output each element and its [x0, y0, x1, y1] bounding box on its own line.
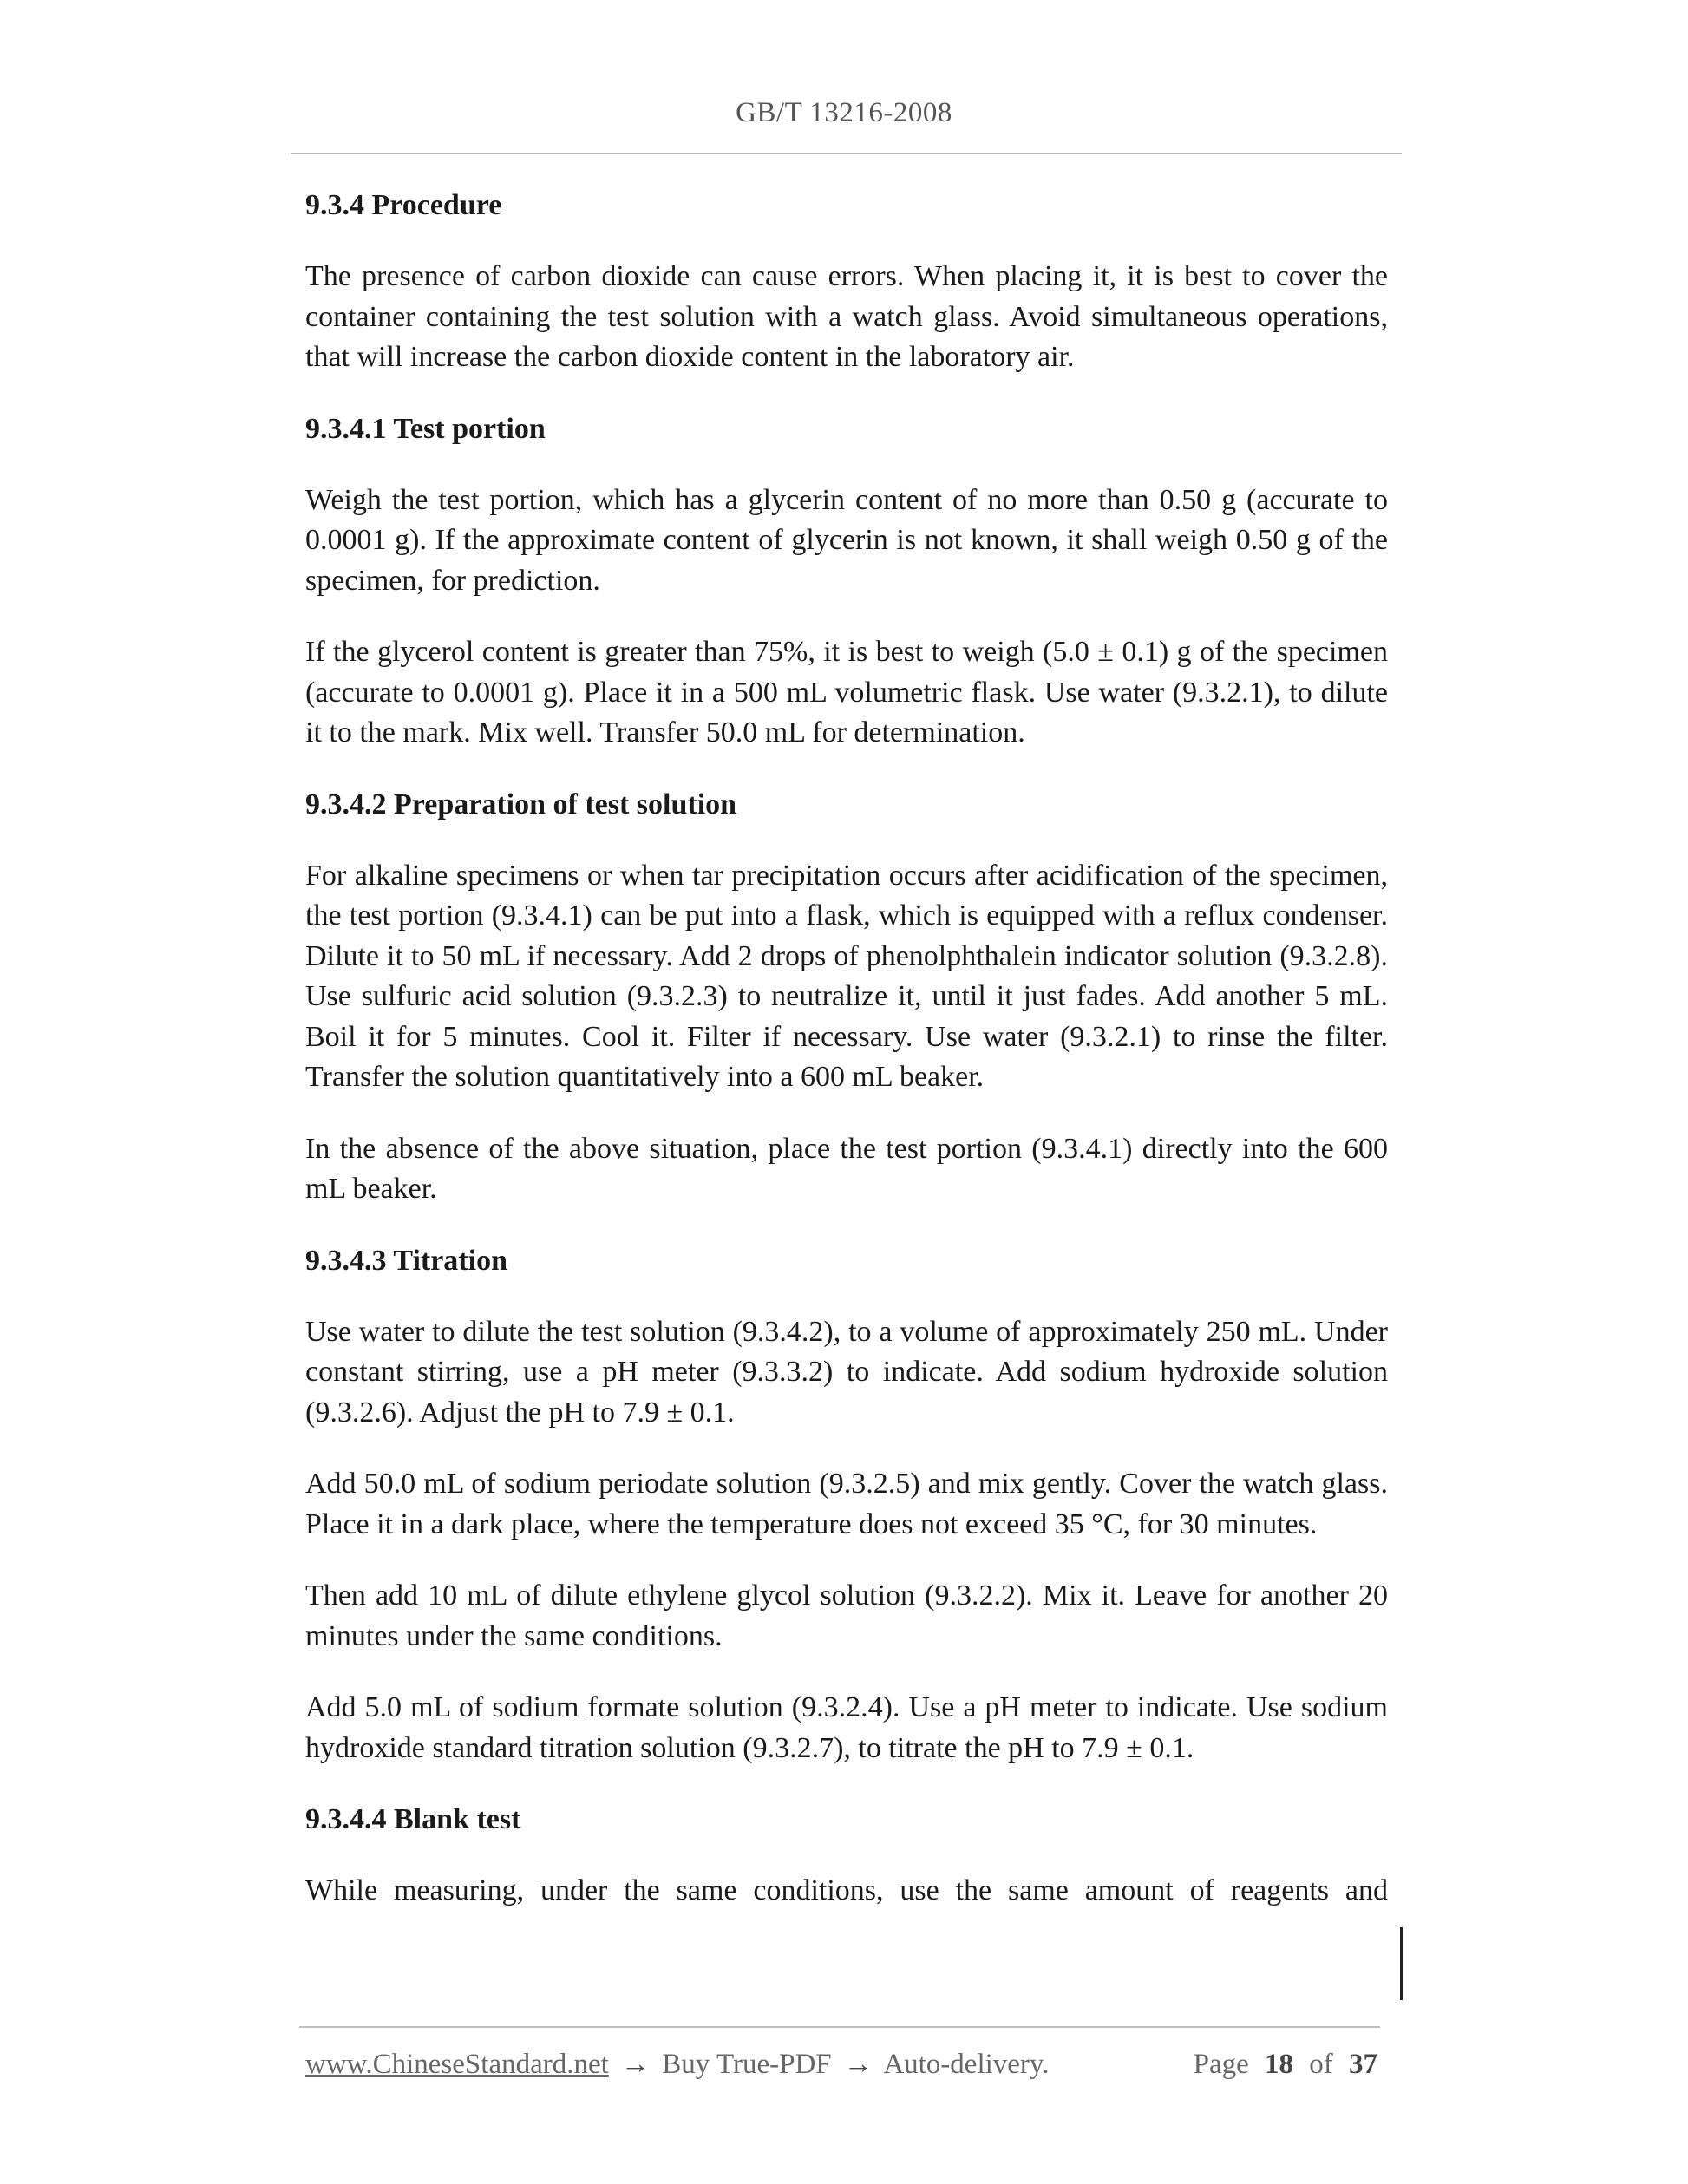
paragraph: Add 5.0 mL of sodium formate solution (9.3.2.4). Use a pH meter to indicate. Use sodium hydroxide standard titration solution (9.3.2.7), to titrate the pH to 7.9 ± 0.1.: [305, 1691, 1388, 1764]
paragraph: Then add 10 mL of dilute ethylene glycol solution (9.3.2.2). Mix it. Leave for another 20 minutes under the same conditions.: [305, 1579, 1388, 1652]
page-content: [305, 186, 1388, 1943]
of-label: of: [1309, 2049, 1333, 2080]
footer-promo: [305, 2049, 1050, 2081]
paragraph: The presence of carbon dioxide can cause errors. When placing it, it is best to cover the container containing the test solution with a watch glass. Avoid simultaneous operations, that will increase the carbon dioxide content in the laboratory air.: [305, 260, 1388, 373]
paragraph: Use water to dilute the test solution (9.3.4.2), to a volume of approximately 250 mL. Under constant stirring, use a pH meter (9.3.3.2) to indicate. Add sodium hydroxide solution (9.3.2.6). Adjust the pH to 7.9 ± 0.1.: [305, 1315, 1388, 1429]
section-heading-test-portion: 9.3.4.1 Test portion: [305, 412, 546, 445]
paragraph: In the absence of the above situation, place the test portion (9.3.4.1) directly into the 600 mL beaker.: [305, 1132, 1388, 1205]
section-heading-titration: 9.3.4.3 Titration: [305, 1244, 507, 1277]
revision-change-bar: [1400, 1927, 1403, 2000]
site-link[interactable]: www.ChineseStandard.net: [305, 2049, 609, 2080]
paragraph: Weigh the test portion, which has a glycerin content of no more than 0.50 g (accurate to 0.0001 g). If the approximate content of glycerin is not known, it shall weigh 0.50 g of the specimen, for prediction.: [305, 483, 1388, 597]
arrow-right-icon: →: [843, 2049, 873, 2080]
page-total: 37: [1349, 2049, 1377, 2080]
section-heading-preparation: 9.3.4.2 Preparation of test solution: [305, 788, 737, 821]
section-heading-blank-test: 9.3.4.4 Blank test: [305, 1803, 521, 1835]
section-heading-procedure: 9.3.4 Procedure: [305, 189, 502, 221]
arrow-right-icon: →: [621, 2049, 651, 2080]
buy-pdf-text: Buy True-PDF: [662, 2049, 832, 2080]
auto-delivery-text: Auto-delivery.: [883, 2049, 1050, 2080]
paragraph: While measuring, under the same conditions, use the same amount of reagents and: [305, 1874, 1388, 1906]
paragraph: Add 50.0 mL of sodium periodate solution (9.3.2.5) and mix gently. Cover the watch glass. Place it in a dark place, where the temperature does not exceed 35 °C, for 30 minutes.: [305, 1468, 1388, 1540]
page-number: 18: [1265, 2049, 1293, 2080]
header-divider: [291, 153, 1402, 154]
footer-divider: [299, 2026, 1380, 2028]
page-indicator: [1194, 2049, 1377, 2081]
paragraph: For alkaline specimens or when tar precipitation occurs after acidification of the specimen, the test portion (9.3.4.1) can be put into a flask, which is equipped with a reflux condenser. Dilute it to 50 mL if necessary. Add 2 drops of phenolphthalein indicator solution (9.3.2.8). Use sulfuric acid solution (9.3.2.3) to neutralize it, until it just fades. Add another 5 mL. Boil it for 5 minutes. Cool it. Filter if necessary. Use water (9.3.2.1) to rinse the filter. Transfer the solution quantitatively into a 600 mL beaker.: [305, 859, 1388, 1093]
document-code-header: GB/T 13216-2008: [736, 97, 952, 128]
paragraph: If the glycerol content is greater than 75%, it is best to weigh (5.0 ± 0.1) g of the specimen (accurate to 0.0001 g). Place it in a 500 mL volumetric flask. Use water (9.3.2.1), to dilute it to the mark. Mix well. Transfer 50.0 mL for determination.: [305, 636, 1388, 749]
page-label: Page: [1193, 2049, 1249, 2080]
